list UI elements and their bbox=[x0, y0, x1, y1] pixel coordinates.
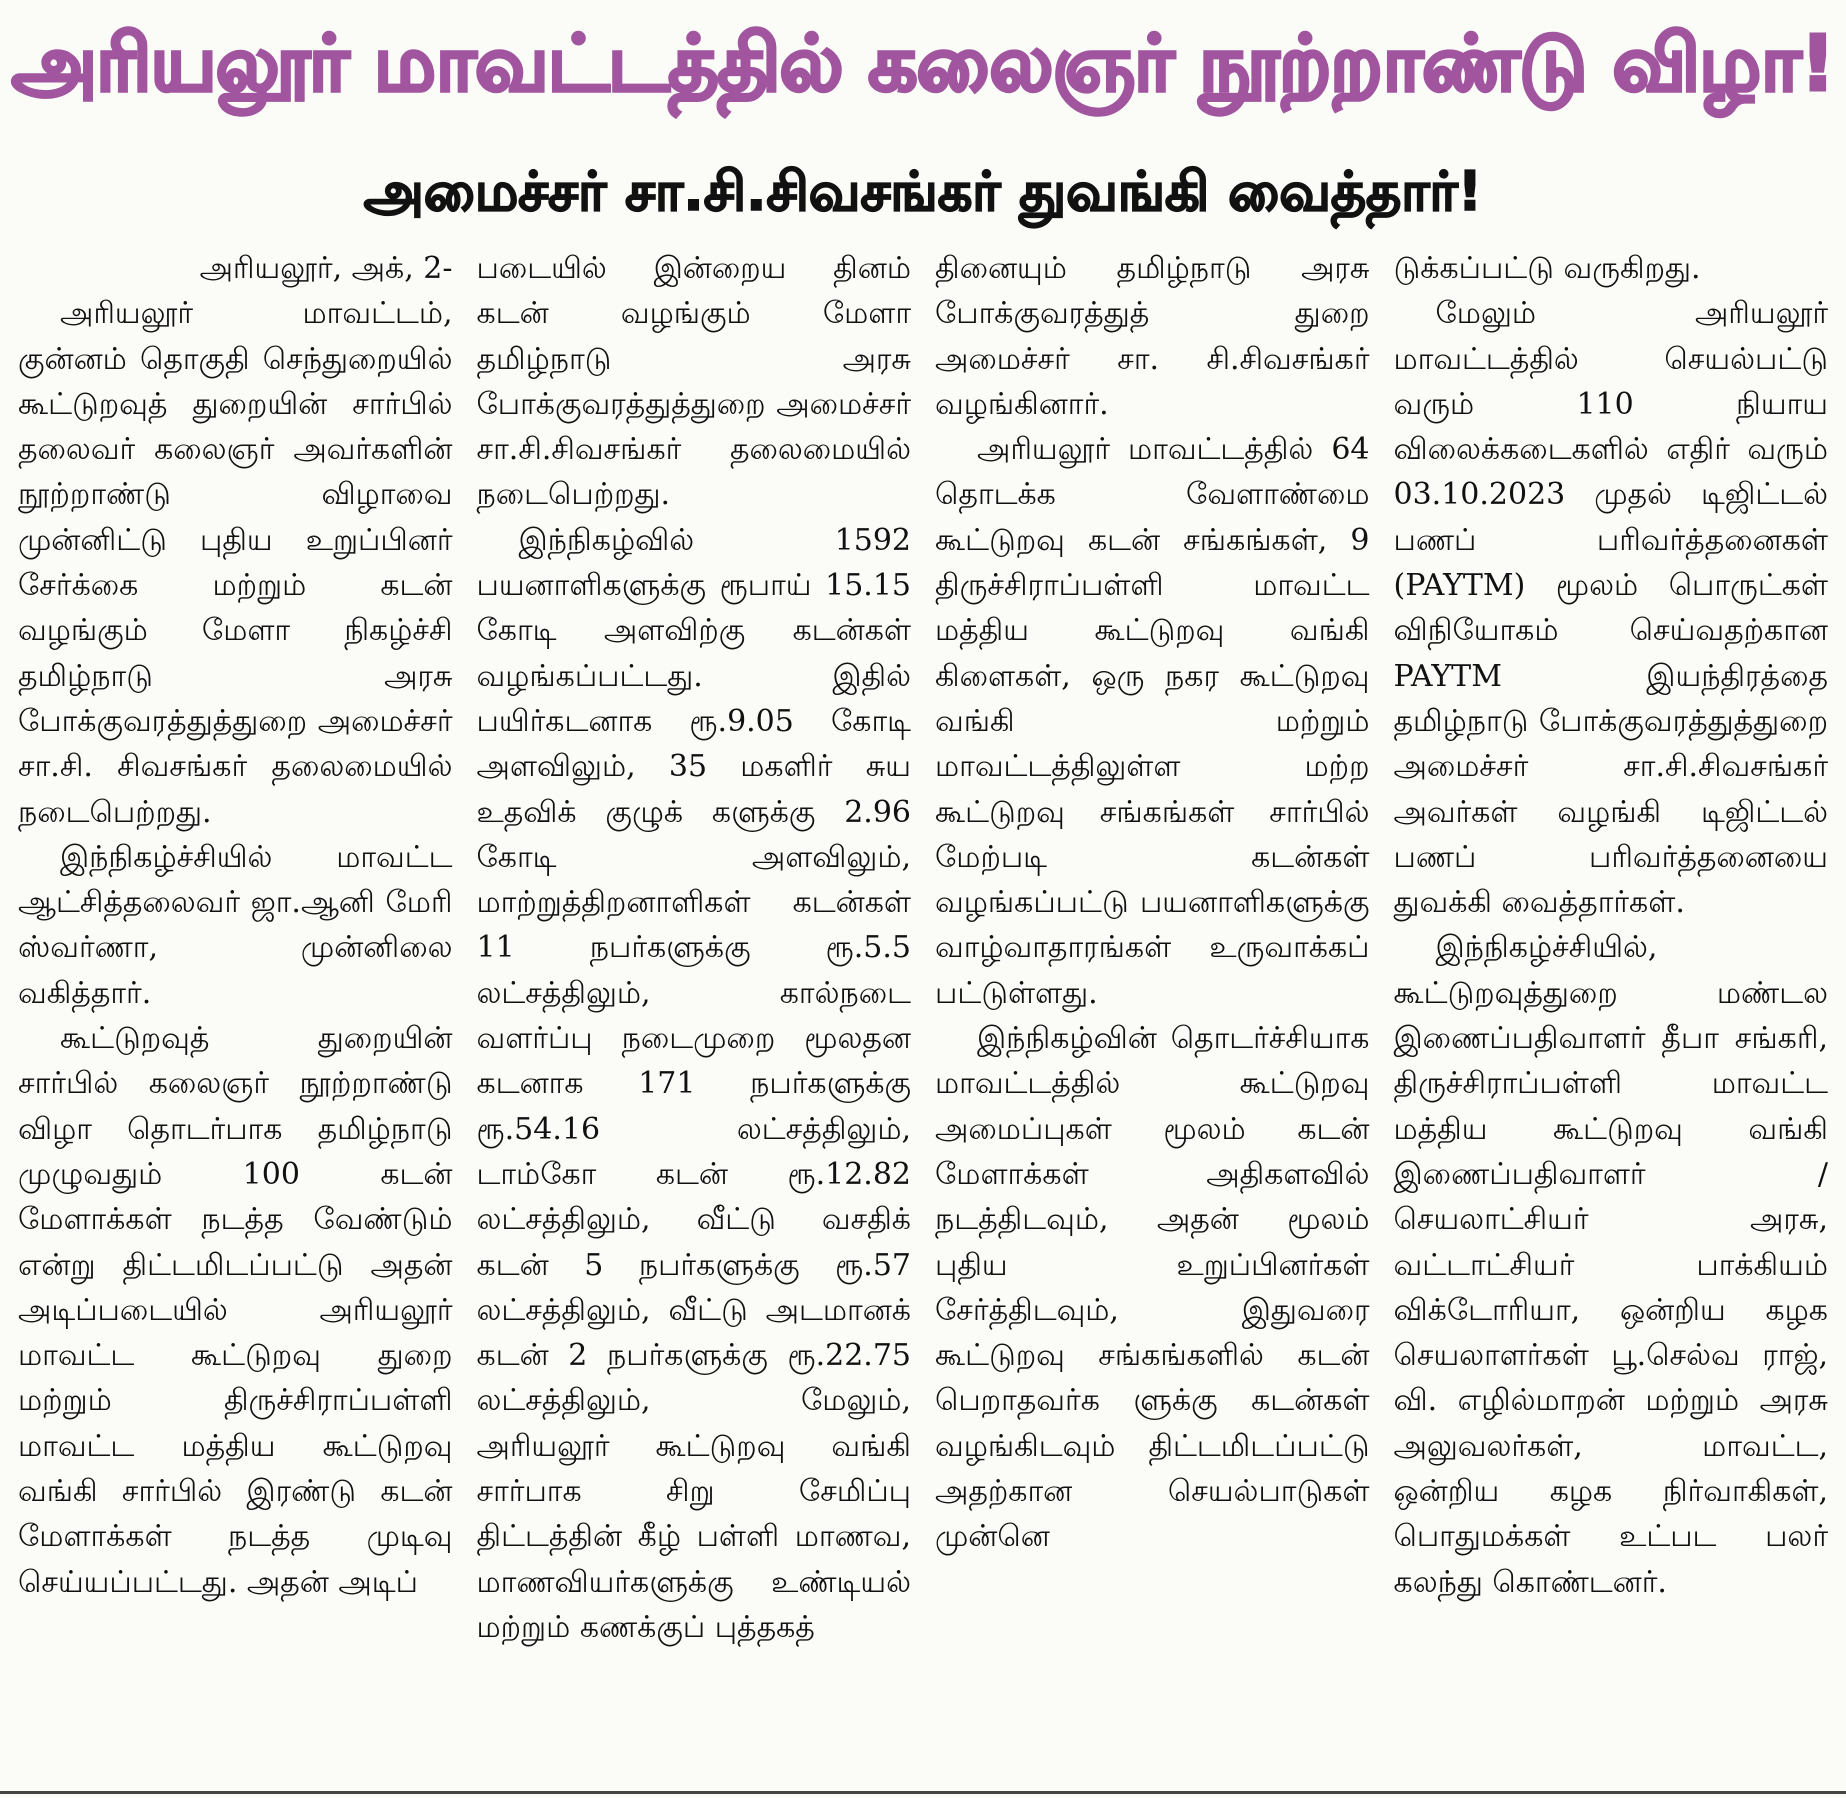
subheadline: அமைச்சர் சா.சி.சிவசங்கர் துவங்கி வைத்தார்! bbox=[363, 160, 1483, 223]
column-2 bbox=[465, 246, 924, 1766]
article-body bbox=[6, 246, 1840, 1766]
paragraph: இந்நிகழ்ச்சியில் மாவட்ட ஆட்சித்தலைவர் ஜா.ஆனி மேரி ஸ்வர்ணா, முன்னிலை வகித்தார். bbox=[18, 839, 453, 1011]
column-3 bbox=[923, 246, 1382, 1766]
paragraph: அரியலூர் மாவட்டம், குன்னம் தொகுதி செந்துறையில் கூட்டுறவுத் துறையின் சார்பில் தலைவர் கலைஞர் அவர்களின் நூற்றாண்டு விழாவை முன்னிட்டு புதிய உறுப்பினர் சேர்க்கை மற்றும் கடன் வழங்கும் மேளா நிகழ்ச்சி தமிழ்நாடு அரசு போக்குவரத்துத்துறை அமைச்சர் சா.சி. சிவசங்கர் தலைமையில் நடைபெற்றது. bbox=[18, 296, 453, 830]
column-4 bbox=[1382, 246, 1841, 1766]
paragraph: இந்நிகழ்ச்சியில், கூட்டுறவுத்துறை மண்டல இணைப்பதிவாளர் தீபா சங்கரி, திருச்சிராப்பள்ளி மாவட்ட மத்திய கூட்டுறவு வங்கி இணைப்பதிவாளர் / செயலாட்சியர் அரசு, வட்டாட்சியர் பாக்கியம் விக்டோரியா, ஒன்றிய கழக செயலாளர்கள் பூ.செல்வ ராஜ், வி. எழில்மாறன் மற்றும் அரசு அலுவலர்கள், மாவட்ட, ஒன்றிய கழக நிர்வாகிகள், பொதுமக்கள் உட்பட பலர் கலந்து கொண்டனர். bbox=[1393, 930, 1828, 1600]
paragraph: கூட்டுறவுத் துறையின் சார்பில் கலைஞர் நூற்றாண்டு விழா தொடர்பாக தமிழ்நாடு முழுவதும் 100 கடன் மேளாக்கள் நடத்த வேண்டும் என்று திட்டமிடப்பட்டு அதன் அடிப்படையில் அரியலூர் மாவட்ட கூட்டுறவு துறை மற்றும் திருச்சிராப்பள்ளி மாவட்ட மத்திய கூட்டுறவு வங்கி சார்பில் இரண்டு கடன் மேளாக்கள் நடத்த முடிவு செய்யப்பட்டது. அதன் அடிப் bbox=[18, 1021, 453, 1600]
paragraph: இந்நிகழ்வின் தொடர்ச்சியாக மாவட்டத்தில் கூட்டுறவு அமைப்புகள் மூலம் கடன் மேளாக்கள் அதிகளவில் நடத்திடவும், அதன் மூலம் புதிய உறுப்பினர்கள் சேர்த்திடவும், இதுவரை கூட்டுறவு சங்கங்களில் கடன் பெறாதவர்க ளுக்கு கடன்கள் வழங்கிடவும் திட்டமிடப்பட்டு அதற்கான செயல்பாடுகள் முன்னெ bbox=[935, 1021, 1370, 1555]
paragraph: தினையும் தமிழ்நாடு அரசு போக்குவரத்துத் துறை அமைச்சர் சா. சி.சிவசங்கர் வழங்கினார். bbox=[935, 251, 1370, 422]
bottom-rule bbox=[0, 1791, 1846, 1794]
paragraph: மேலும் அரியலூர் மாவட்டத்தில் செயல்பட்டு வரும் 110 நியாய விலைக்கடைகளில் எதிர் வரும் 03.10.2023 முதல் டிஜிட்டல் பணப் பரிவர்த்தனைகள் (PAYTM) மூலம் பொருட்கள் விநியோகம் செய்வதற்கான PAYTM இயந்திரத்தை தமிழ்நாடு போக்குவரத்துத்துறை அமைச்சர் சா.சி.சிவசங்கர் அவர்கள் வழங்கி டிஜிட்டல் பணப் பரிவர்த்தனையை துவக்கி வைத்தார்கள். bbox=[1393, 296, 1828, 921]
paragraph: டுக்கப்பட்டு வருகிறது. bbox=[1393, 251, 1701, 286]
paragraph: இந்நிகழ்வில் 1592 பயனாளிகளுக்கு ரூபாய் 15.15 கோடி அளவிற்கு கடன்கள் வழங்கப்பட்டது. இதில் பயிர்கடனாக ரூ.9.05 கோடி அளவிலும், 35 மகளிர் சுய உதவிக் குழுக் களுக்கு 2.96 கோடி அளவிலும், மாற்றுத்திறனாளிகள் கடன்கள் 11 நபர்களுக்கு ரூ.5.5 லட்சத்திலும், கால்நடை வளர்ப்பு நடைமுறை மூலதன கடனாக 171 நபர்களுக்கு ரூ.54.16 லட்சத்திலும், டாம்கோ கடன் ரூ.12.82 லட்சத்திலும், வீட்டு வசதிக் கடன் 5 நபர்களுக்கு ரூ.57 லட்சத்திலும், வீட்டு அடமானக் கடன் 2 நபர்களுக்கு ரூ.22.75 லட்சத்திலும், மேலும், அரியலூர் கூட்டுறவு வங்கி சார்பாக சிறு சேமிப்பு திட்டத்தின் கீழ் பள்ளி மாணவ, மாணவியர்களுக்கு உண்டியல் மற்றும் கணக்குப் புத்தகத் bbox=[476, 522, 911, 1645]
headline: அரியலூர் மாவட்டத்தில் கலைஞர் நூற்றாண்டு விழா! bbox=[11, 20, 1835, 109]
column-1 bbox=[6, 246, 465, 1766]
dateline: அரியலூர், அக், 2- bbox=[199, 251, 453, 286]
paragraph: அரியலூர் மாவட்டத்தில் 64 தொடக்க வேளாண்மை கூட்டுறவு கடன் சங்கங்கள், 9 திருச்சிராப்பள்ளி மாவட்ட மத்திய கூட்டுறவு வங்கி கிளைகள், ஒரு நகர கூட்டுறவு வங்கி மற்றும் மாவட்டத்திலுள்ள மற்ற கூட்டுறவு சங்கங்கள் சார்பில் மேற்படி கடன்கள் வழங்கப்பட்டு பயனாளிகளுக்கு வாழ்வாதாரங்கள் உருவாக்கப் பட்டுள்ளது. bbox=[935, 432, 1370, 1011]
paragraph: படையில் இன்றைய தினம் கடன் வழங்கும் மேளா தமிழ்நாடு அரசு போக்குவரத்துத்துறை அமைச்சர் சா.சி.சிவசங்கர் தலைமையில் நடைபெற்றது. bbox=[476, 251, 911, 513]
